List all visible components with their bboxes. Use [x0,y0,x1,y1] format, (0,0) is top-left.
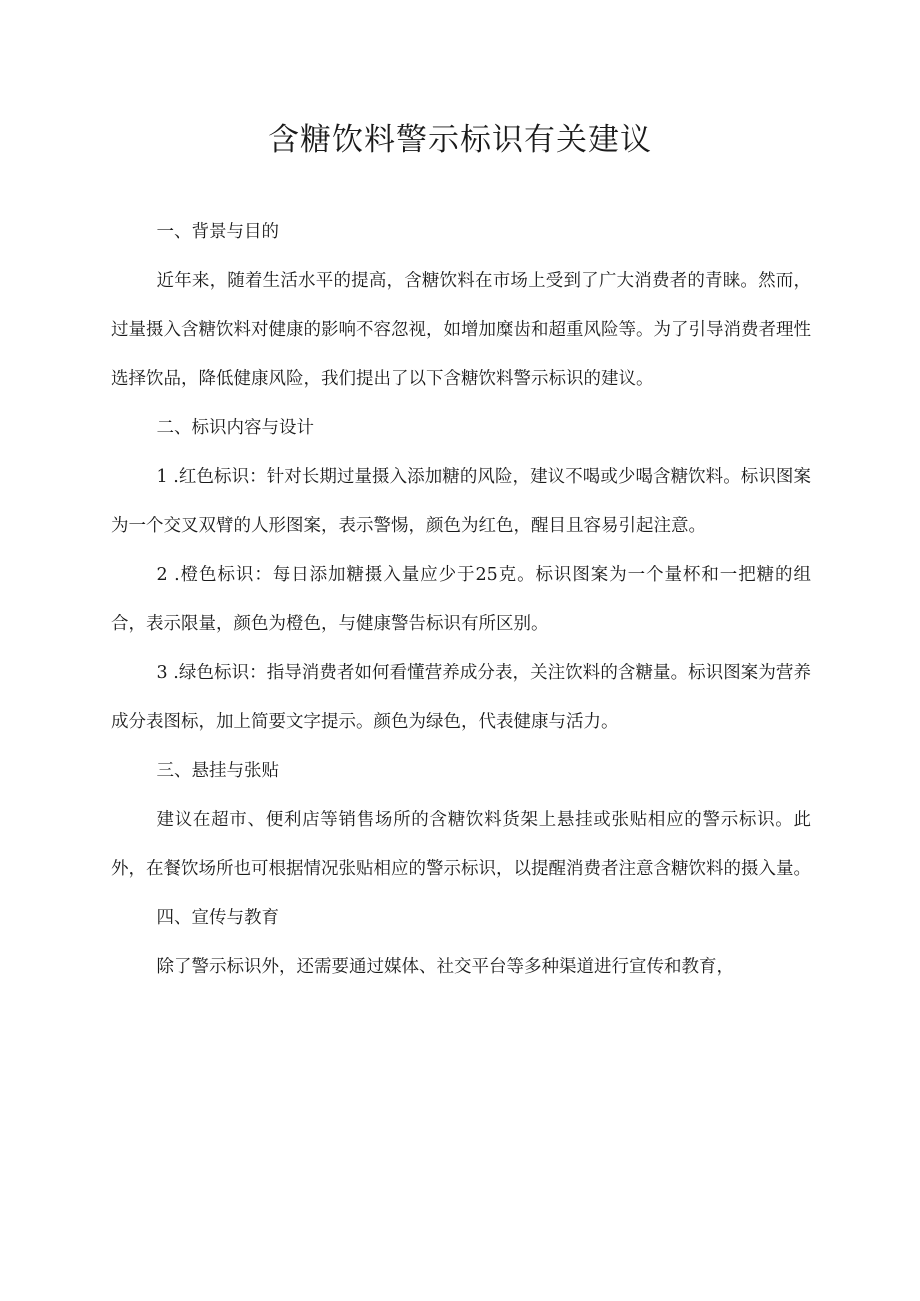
list-item-text: .橙色标识：每日添加糖摄入量应少于25克。标识图案为一个量杯和一把糖的组合，表示限量，颜色为橙色，与健康警告标识有所区别。 [111,565,811,634]
list-item-text: .红色标识：针对长期过量摄入添加糖的风险，建议不喝或少喝含糖饮料。标识图案为一个交叉双臂的人形图案，表示警惕，颜色为红色，醒目且容易引起注意。 [111,467,811,536]
section-heading-background: 一、背景与目的 [156,222,279,242]
list-item-number: 3 [156,663,168,683]
section-paragraph: 除了警示标识外，还需要通过媒体、社交平台等多种渠道进行宣传和教育， [156,957,734,977]
list-item-number: 1 [156,467,168,487]
list-item-green-sign [111,649,811,747]
document-body [111,208,811,992]
document-title: 含糖饮料警示标识有关建议 [268,122,652,158]
section-heading-education: 四、宣传与教育 [156,908,279,928]
list-item-red-sign [111,453,811,551]
section-paragraph: 建议在超市、便利店等销售场所的含糖饮料货架上悬挂或张贴相应的警示标识。此外，在餐饮场所也可根据情况张贴相应的警示标识，以提醒消费者注意含糖饮料的摄入量。 [111,810,811,879]
section-paragraph: 近年来，随着生活水平的提高，含糖饮料在市场上受到了广大消费者的青睐。然而，过量摄入含糖饮料对健康的影响不容忽视，如增加糜齿和超重风险等。为了引导消费者理性选择饮品，降低健康风险，我们提出了以下含糖饮料警示标识的建议。 [111,271,811,389]
list-item-text: .绿色标识：指导消费者如何看懂营养成分表，关注饮料的含糖量。标识图案为营养成分表图标，加上简要文字提示。颜色为绿色，代表健康与活力。 [111,663,811,732]
list-item-number: 2 [156,565,168,585]
section-heading-posting: 三、悬挂与张贴 [156,761,279,781]
section-heading-sign-content: 二、标识内容与设计 [156,418,314,438]
list-item-orange-sign [111,551,811,649]
